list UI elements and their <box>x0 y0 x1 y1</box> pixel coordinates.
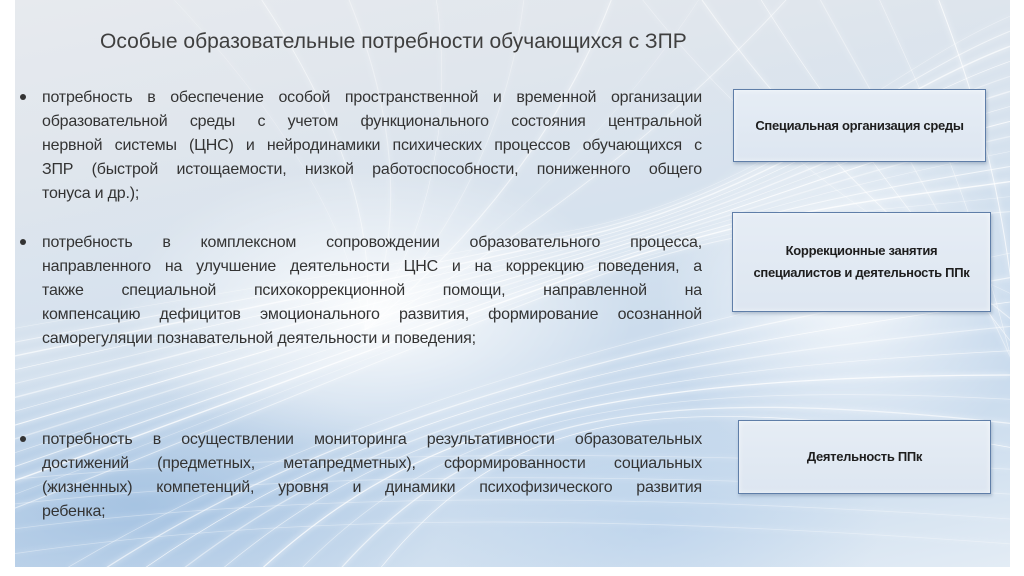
background-light-streak <box>875 0 1010 420</box>
bullet-line: потребность в комплексном сопровождении образовательного процесса, <box>42 234 702 251</box>
bullet-dot-icon <box>20 436 26 442</box>
box-special-environment <box>733 89 986 162</box>
slide <box>15 0 1010 567</box>
box-correction-classes <box>732 212 991 312</box>
slide-title: Особые образовательные потребности обучающихся с ЗПР <box>100 30 687 53</box>
box-label: специалистов и деятельность ППк <box>753 265 970 280</box>
box-label: Деятельность ППк <box>806 449 923 464</box>
bullet-dot-icon <box>20 239 26 245</box>
bullet-line: тонуса и др.); <box>42 185 140 202</box>
bullet-line: компенсацию дефицитов эмоционального развития, формирование осознанной <box>42 306 702 323</box>
bullet-line: потребность в осуществлении мониторинга результативности образовательных <box>42 431 702 448</box>
bullet-text <box>42 231 702 351</box>
bullet-dot-icon <box>20 94 26 100</box>
bullet-line: нервной системы (ЦНС) и нейродинамики психических процессов обучающихся с <box>42 137 702 154</box>
bullet-line: потребность в обеспечение особой пространственной и временной организации <box>42 89 702 106</box>
box-label: Специальная организация среды <box>755 117 964 133</box>
bullet-line: достижений (предметных, метапредметных), сформированности социальных <box>42 455 702 472</box>
bullet-text <box>42 428 702 524</box>
background-light-streak <box>15 522 1010 555</box>
bullet-text <box>42 86 702 206</box>
bullet-line: направленного на улучшение деятельности ЦНС и на коррекцию поведения, а <box>42 258 702 275</box>
box-label: Коррекционные занятия <box>785 243 938 258</box>
bullet-item <box>15 428 715 524</box>
bullet-line: саморегуляции познавательной деятельности и поведения; <box>42 330 476 347</box>
bullet-line: образовательной среды с учетом функционального состояния центральной <box>42 113 702 130</box>
bullet-item <box>15 86 715 206</box>
bullet-line: (жизненных) компетенций, уровня и динамики психофизического развития <box>42 479 702 496</box>
bullet-item <box>15 231 715 351</box>
box-ppk-activity <box>738 420 991 494</box>
bullet-line: также специальной психокоррекционной помощи, направленной на <box>42 282 702 299</box>
bullet-line: ребенка; <box>42 503 106 520</box>
bullet-line: ЗПР (быстрой истощаемости, низкой работоспособности, пониженного общего <box>42 161 702 178</box>
